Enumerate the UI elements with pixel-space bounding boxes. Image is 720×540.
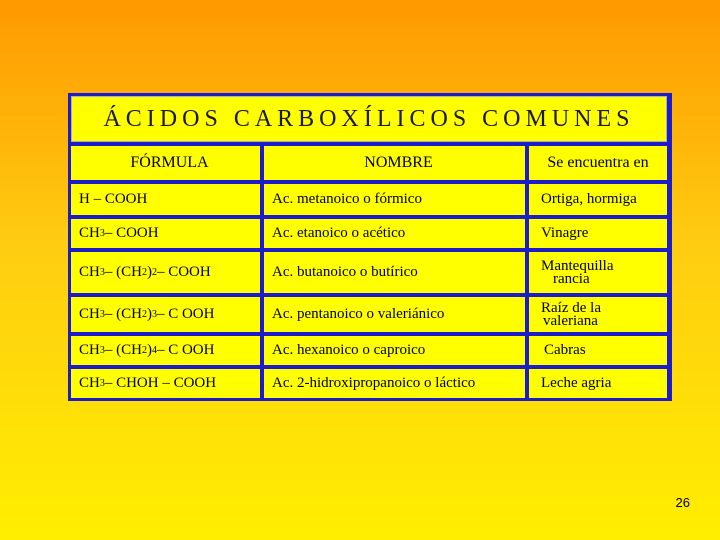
- found-in-cell: Cabras: [529, 336, 667, 365]
- formula-cell: H – COOH: [71, 184, 260, 215]
- name-cell: Ac. butanoico o butírico: [264, 252, 525, 293]
- name-cell: Ac. pentanoico o valeriánico: [264, 297, 525, 332]
- found-in-cell: Raíz de la valeriana: [529, 297, 667, 332]
- slide-title: ÁCIDOS CARBOXÍLICOS COMUNES: [103, 105, 635, 132]
- found-in-cell: Vinagre: [529, 219, 667, 248]
- found-in-cell: Ortiga, hormiga: [529, 184, 667, 215]
- formula-cell: CH 3 – COOH: [71, 219, 260, 248]
- formula-cell: CH 3 – (CH 2 ) 3 – C OOH: [71, 297, 260, 332]
- acids-table: [68, 93, 672, 401]
- header-name: NOMBRE: [264, 146, 525, 180]
- formula-cell: CH 3 – (CH 2 ) 2 – COOH: [71, 252, 260, 293]
- found-in-cell: Mantequilla rancia: [529, 252, 667, 293]
- formula-cell: CH 3 – (CH 2 ) 4 – C OOH: [71, 336, 260, 365]
- formula-cell: CH 3 – CHOH – COOH: [71, 369, 260, 398]
- name-cell: Ac. 2-hidroxipropanoico o láctico: [264, 369, 525, 398]
- page-number: 26: [675, 495, 690, 510]
- header-found-in: Se encuentra en: [529, 146, 667, 180]
- header-formula: FÓRMULA: [71, 146, 260, 180]
- name-cell: Ac. hexanoico o caproico: [264, 336, 525, 365]
- title-row: [71, 96, 667, 142]
- name-cell: Ac. metanoico o fórmico: [264, 184, 525, 215]
- name-cell: Ac. etanoico o acético: [264, 219, 525, 248]
- found-in-cell: Leche agria: [529, 369, 667, 398]
